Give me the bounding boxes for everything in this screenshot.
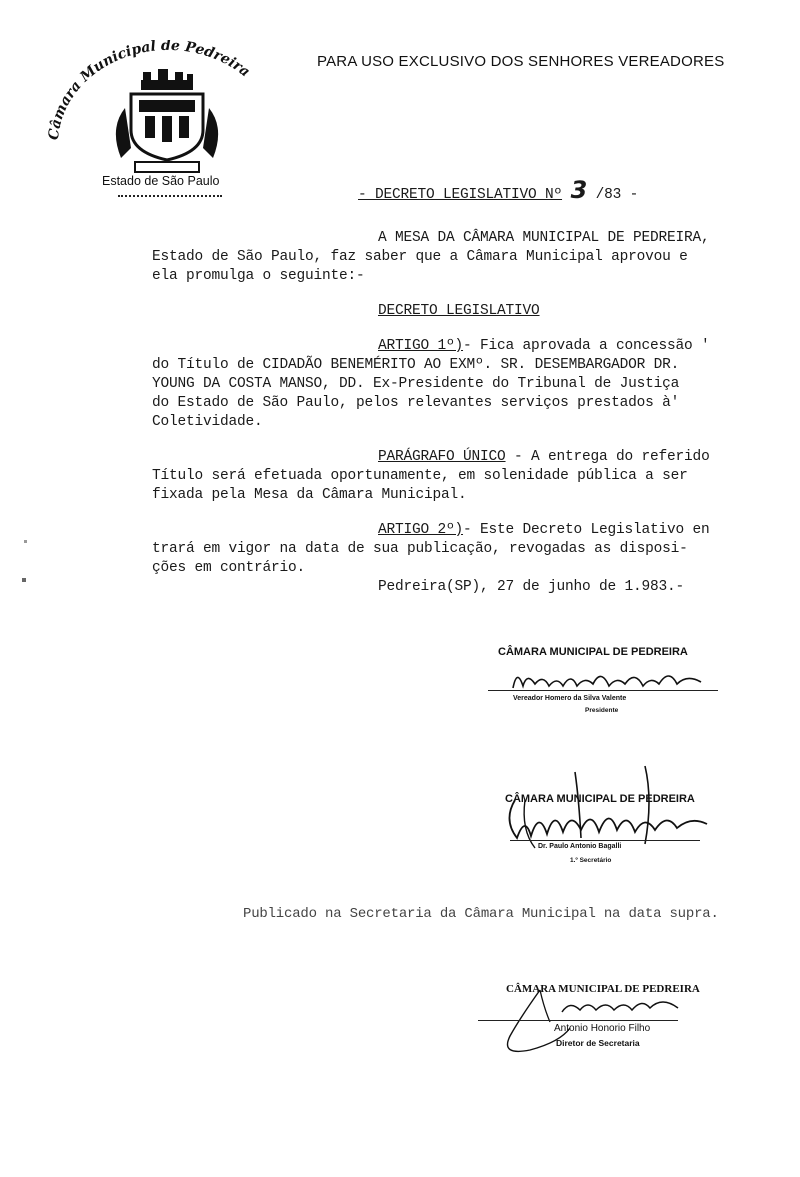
decree-title-prefix: - DECRETO LEGISLATIVO Nº: [358, 187, 563, 203]
signature-2-name: Dr. Paulo Antonio Bagalli: [538, 843, 622, 850]
signature-2-role: 1.º Secretário: [570, 857, 612, 864]
paragrafo-label: PARÁGRAFO ÚNICO: [378, 449, 506, 465]
signature-3-org: CÂMARA MUNICIPAL DE PEDREIRA: [506, 983, 700, 995]
paragrafo-line-3: fixada pela Mesa da Câmara Municipal.: [152, 487, 467, 503]
artigo-2-line-1-text: - Este Decreto Legislativo en: [463, 522, 710, 538]
margin-mark: [24, 540, 27, 543]
state-label: Estado de São Paulo: [102, 174, 220, 188]
publication-note: Publicado na Secretaria da Câmara Municipal na data supra.: [243, 906, 719, 922]
artigo-1-line-5: Coletividade.: [152, 414, 263, 430]
signature-1-role: Presidente: [585, 707, 619, 714]
state-underline-divider: [118, 195, 222, 197]
signature-3-name: Antonio Honorio Filho: [554, 1023, 651, 1034]
artigo-2-label: ARTIGO 2º): [378, 522, 464, 538]
signature-1-org: CÂMARA MUNICIPAL DE PEDREIRA: [498, 646, 688, 658]
artigo-2-line-2: trará em vigor na data de sua publicação, revogadas as disposi-: [152, 541, 688, 557]
artigo-2-line-1: [378, 522, 710, 538]
artigo-1-line-2: do Título de CIDADÃO BENEMÉRITO AO EXMº. SR. DESEMBARGADOR DR.: [152, 357, 680, 373]
paragrafo-line-1: [378, 449, 710, 465]
seal-arc-text: Câmara Municipal de Pedreira: [45, 40, 253, 141]
section-heading: DECRETO LEGISLATIVO: [378, 303, 540, 319]
signature-3-role: Diretor de Secretaria: [556, 1038, 640, 1048]
signature-1-name: Vereador Homero da Silva Valente: [513, 695, 627, 702]
artigo-1-line-3: YOUNG DA COSTA MANSO, DD. Ex-Presidente do Tribunal de Justiça: [152, 376, 680, 392]
artigo-1-line-4: do Estado de São Paulo, pelos relevantes serviços prestados à': [152, 395, 680, 411]
intro-line-2: Estado de São Paulo, faz saber que a Câmara Municipal aprovou e: [152, 249, 688, 265]
margin-mark: [22, 578, 26, 582]
artigo-2-line-3: ções em contrário.: [152, 560, 306, 576]
paragrafo-line-1-text: - A entrega do referido: [505, 449, 710, 465]
signature-2-org: CÂMARA MUNICIPAL DE PEDREIRA: [505, 793, 695, 805]
decree-number: 3: [570, 176, 588, 204]
exclusive-notice: PARA USO EXCLUSIVO DOS SENHORES VEREADORES: [317, 53, 725, 70]
decree-title: [358, 176, 638, 204]
signature-1-handwriting: [505, 662, 715, 698]
signature-1-line: [488, 690, 718, 691]
coat-of-arms-icon: [38, 40, 288, 175]
intro-line-1: A MESA DA CÂMARA MUNICIPAL DE PEDREIRA,: [378, 230, 710, 246]
artigo-1-label: ARTIGO 1º): [378, 338, 464, 354]
signature-2-line: [510, 840, 700, 841]
paragrafo-line-2: Título será efetuada oportunamente, em solenidade pública a ser: [152, 468, 688, 484]
artigo-1-line-1-text: - Fica aprovada a concessão ': [463, 338, 710, 354]
artigo-1-line-1: [378, 338, 710, 354]
intro-line-3: ela promulga o seguinte:-: [152, 268, 365, 284]
decree-title-suffix: /83 -: [595, 187, 639, 203]
municipal-seal: [38, 40, 288, 175]
signature-3-line: [478, 1020, 678, 1021]
date-line: Pedreira(SP), 27 de junho de 1.983.-: [378, 579, 685, 595]
